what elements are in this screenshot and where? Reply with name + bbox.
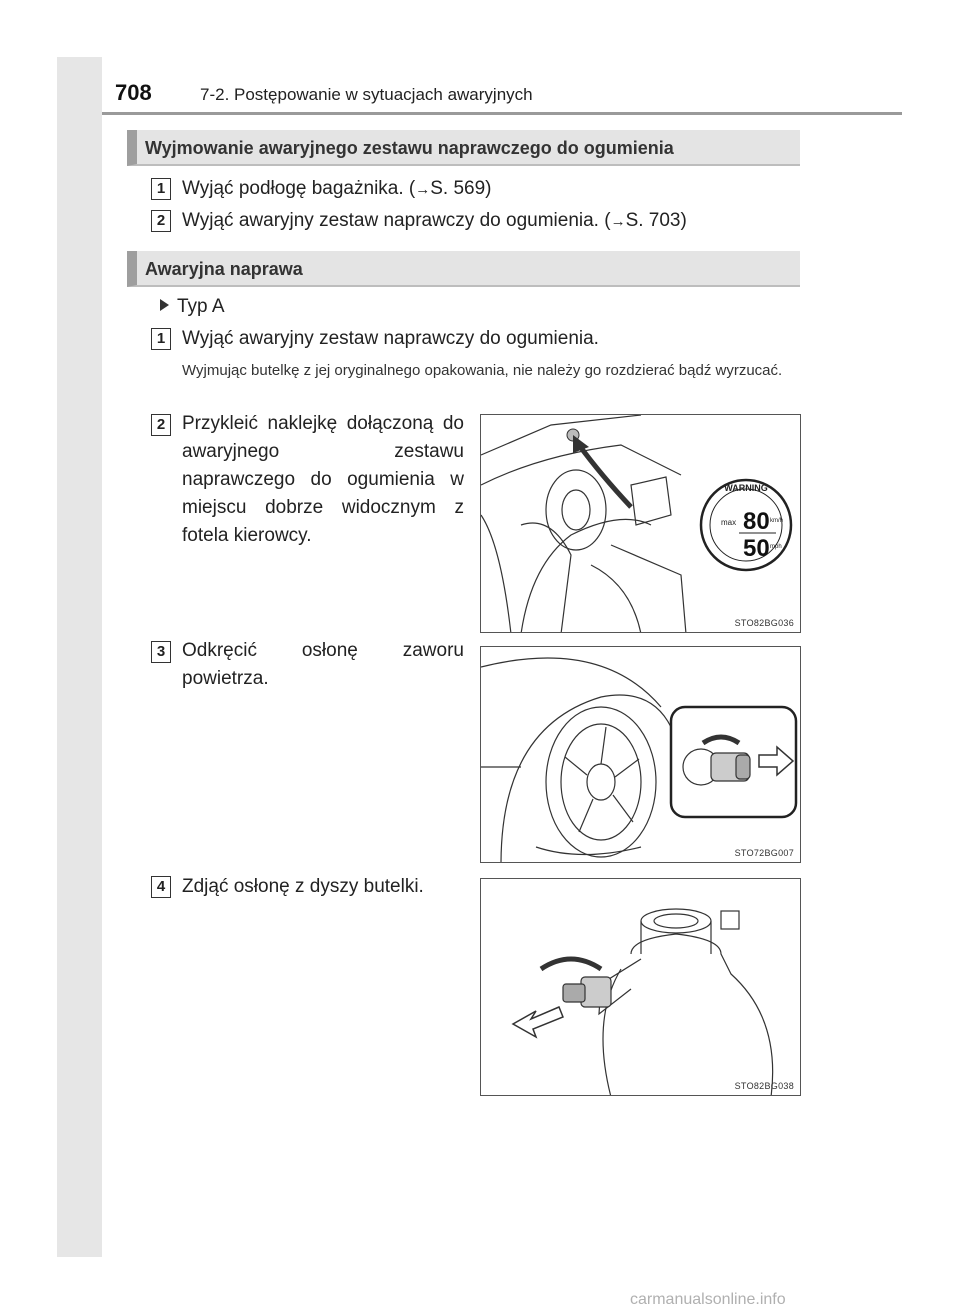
header-rule — [102, 112, 902, 115]
page-number: 708 — [115, 80, 152, 105]
pull-arrow-icon — [513, 1007, 563, 1037]
figure-bottle-nozzle — [480, 878, 801, 1096]
figure-code: STO82BG036 — [734, 618, 794, 628]
sticker-warning-word: WARNING — [724, 483, 768, 493]
step-number-badge: 4 — [151, 876, 171, 898]
step-number-badge: 2 — [151, 210, 171, 232]
wheel-illustration — [481, 647, 801, 863]
type-label: Typ A — [160, 296, 225, 318]
step-text: Wyjąć podłogę bagażnika. (→S. 569) — [182, 178, 492, 199]
triangle-bullet-icon — [160, 299, 169, 311]
figure-code: STO72BG007 — [734, 848, 794, 858]
side-tab-bar — [57, 57, 102, 1257]
figure-dashboard-sticker — [480, 414, 801, 633]
arrow-glyph: → — [415, 181, 431, 198]
section-heading-emergency-repair: Awaryjna naprawa — [127, 251, 800, 287]
sticker-unit-mph: mph — [770, 544, 782, 550]
arrow-glyph: → — [610, 213, 626, 230]
step-number-badge: 1 — [151, 328, 171, 350]
sticker-unit-kmh: km/h — [770, 518, 784, 524]
step-text: Odkręcić osłonę zaworu powietrza. — [182, 640, 464, 689]
step-text: Wyjąć awaryjny zestaw naprawczy do ogumienia. — [182, 328, 599, 349]
bottle-illustration — [481, 879, 801, 1096]
sticker-speed-mph: 50 — [743, 535, 770, 562]
step-number-badge: 3 — [151, 641, 171, 663]
warning-sticker — [701, 480, 791, 570]
step-text: Zdjąć osłonę z dyszy butelki. — [182, 876, 424, 897]
watermark: carmanualsonline.info — [630, 1291, 786, 1308]
step-number-badge: 2 — [151, 414, 171, 436]
sticker-speed-kmh: 80 — [743, 508, 770, 535]
step-note: Wyjmując butelkę z jej oryginalnego opakowania, nie należy go rozdzierać bądź wyrzucać. — [182, 362, 783, 379]
step-text: Wyjąć awaryjny zestaw naprawczy do ogumienia. (→S. 703) — [182, 210, 687, 231]
dashboard-illustration — [481, 415, 801, 633]
rotate-arrow-icon — [541, 959, 601, 969]
figure-wheel-valve — [480, 646, 801, 863]
sticker-max-label: max — [721, 518, 737, 527]
section-heading-remove-kit: Wyjmowanie awaryjnego zestawu naprawczego do ogumienia — [127, 130, 800, 166]
chapter-title: 7-2. Postępowanie w sytuacjach awaryjnych — [200, 85, 533, 104]
step-text: Przykleić naklejkę dołączoną do awaryjnego zestawu naprawczego do ogumienia w miejscu dobrze widocznym z fotela kierowcy. — [182, 413, 464, 546]
step-number-badge: 1 — [151, 178, 171, 200]
figure-code: STO82BG038 — [734, 1081, 794, 1091]
